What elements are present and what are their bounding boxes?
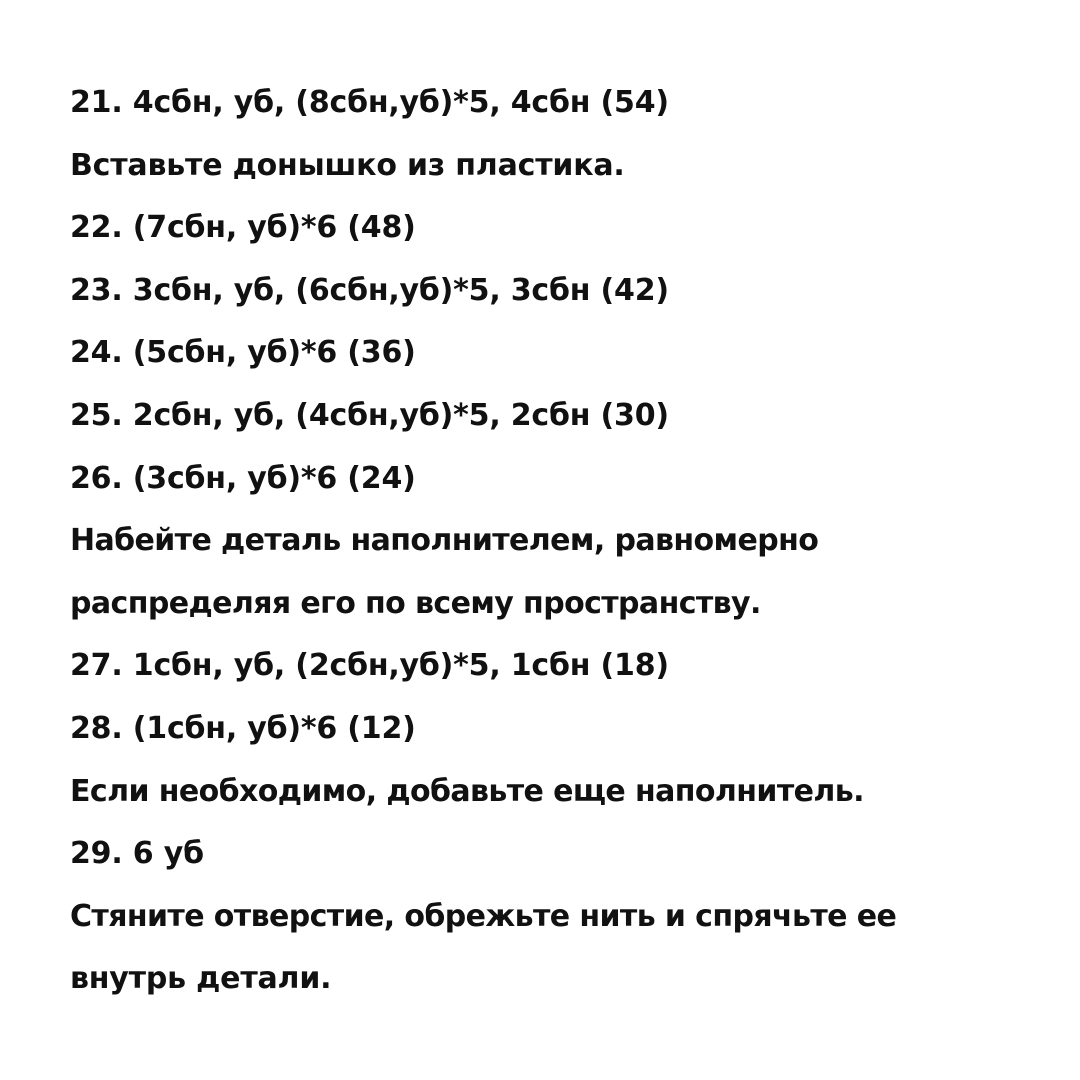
row-26-instruction: 26. (3сбн, уб)*6 (24)	[70, 460, 416, 496]
row-23-instruction: 23. 3сбн, уб, (6сбн,уб)*5, 3сбн (42)	[70, 272, 669, 308]
row-28-instruction: 28. (1сбн, уб)*6 (12)	[70, 710, 416, 746]
row-29-instruction: 29. 6 уб	[70, 836, 204, 872]
row-21-instruction: 21. 4сбн, уб, (8сбн,уб)*5, 4сбн (54)	[70, 85, 669, 120]
stuffing-note-line-2: распределяя его по всему пространству.	[70, 585, 761, 621]
extra-stuffing-note: Если необходимо, добавьте еще наполнитель.	[70, 773, 864, 809]
row-25-instruction: 25. 2сбн, уб, (4сбн,уб)*5, 2сбн (30)	[70, 397, 669, 433]
row-22-instruction: 22. (7сбн, уб)*6 (48)	[70, 210, 416, 246]
row-27-instruction: 27. 1сбн, уб, (2сбн,уб)*5, 1сбн (18)	[70, 648, 669, 684]
finishing-note-line-1: Стяните отверстие, обрежьте нить и спрячьте ее	[70, 898, 897, 934]
row-24-instruction: 24. (5сбн, уб)*6 (36)	[70, 335, 416, 371]
insert-plastic-bottom-note: Вставьте донышко из пластика.	[70, 147, 625, 183]
finishing-note-line-2: внутрь детали.	[70, 961, 332, 997]
stuffing-note-line-1: Набейте деталь наполнителем, равномерно	[70, 523, 819, 559]
crochet-instructions	[70, 72, 1060, 1011]
